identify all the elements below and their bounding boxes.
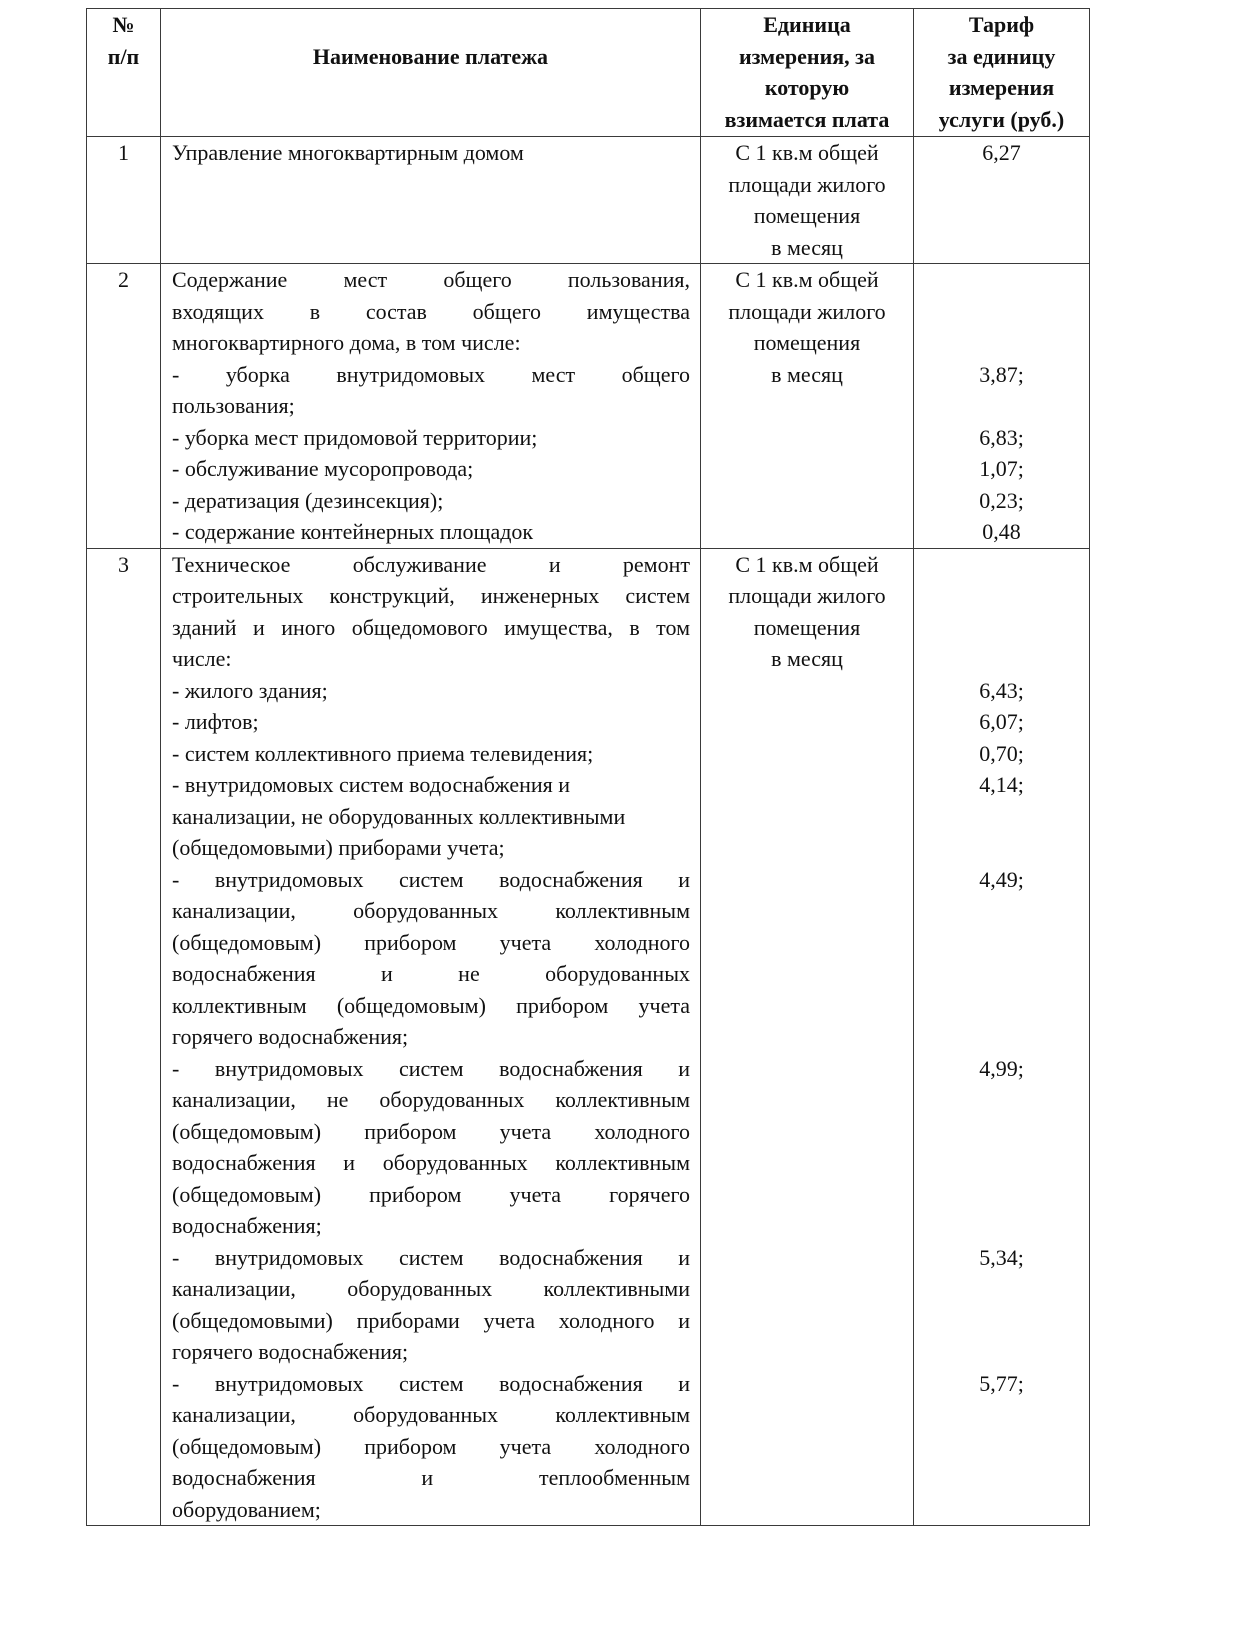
header-unit: Единица измерения, за которую взимается плата <box>701 9 914 137</box>
tariff-value: 0,48 <box>982 519 1021 544</box>
tariff-value: 5,77; <box>979 1370 1024 1396</box>
table-row <box>87 264 1090 549</box>
tariff-value: 1,07; <box>979 456 1024 481</box>
payment-name: Содержание мест общего пользования, входящих в состав общего имущества многоквартирного дома, в том числе: - уборка внутридомовых мест общего пользования; - уборка мест придомовой территории; - обслуживание мусоропровода; - дератизация (дезинсекция); - содержание контейнерных площадок <box>161 264 701 549</box>
header-number: № п/п <box>87 9 161 137</box>
row-number: 2 <box>87 264 161 549</box>
tariff-value: 4,49; <box>979 866 1024 892</box>
tariff-value: 0,70; <box>979 740 1024 766</box>
payment-name: Техническое обслуживание и ремонт строительных конструкций, инженерных систем зданий и иного общедомового имущества, в том числе: - жилого здания; - лифтов; - систем коллективного приема телевидения; - внутридомовых систем водоснабжения и канализации, не оборудованных коллективными (общедомовыми) приборами учета; - внутридомовых систем водоснабжения и канализации, оборудованных коллективным (общедомовым) прибором учета холодного водоснабжения и не оборудованных коллективным (общедомовым) прибором учета горячего водоснабжения; - внутридомовых систем водоснабжения и канализации, не оборудованных коллективным (общедомовым) прибором учета холодного водоснабжения и оборудованных коллективным (общедомовым) прибором учета горячего водоснабжения; - внутридомовых систем водоснабжения и канализации, оборудованных коллективными (общедомовыми) приборами учета холодного и горячего водоснабжения; - внутридомовых систем водоснабжения и канализации, оборудованных коллективным (общедомовым) прибором учета холодного водоснабжения и теплообменным оборудованием; <box>161 548 701 1526</box>
row-number: 1 <box>87 137 161 264</box>
tariff-values <box>914 548 1090 1526</box>
payment-name: Управление многоквартирным домом <box>161 137 701 264</box>
tariff-value: 3,87; <box>979 361 1024 387</box>
tariff-value: 6,43; <box>979 677 1024 703</box>
table-header-row <box>87 9 1090 137</box>
payment-unit: С 1 кв.м общей площади жилого помещения в месяц <box>701 137 914 264</box>
tariff-values <box>914 264 1090 549</box>
tariff-value: 4,99; <box>979 1055 1024 1081</box>
tariff-value: 5,34; <box>979 1244 1024 1270</box>
table-row <box>87 548 1090 1526</box>
header-tariff: Тариф за единицу измерения услуги (руб.) <box>914 9 1090 137</box>
header-payment-name: Наименование платежа <box>161 9 701 137</box>
tariff-value: 4,14; <box>979 772 1024 797</box>
table-row <box>87 137 1090 264</box>
payment-unit: С 1 кв.м общей площади жилого помещения в месяц <box>701 264 914 549</box>
row-number: 3 <box>87 548 161 1526</box>
payment-unit: С 1 кв.м общей площади жилого помещения в месяц <box>701 548 914 1526</box>
tariff-value: 6,83; <box>979 424 1024 450</box>
tariff-value: 6,27 <box>914 137 1090 264</box>
tariff-table <box>86 8 1090 1526</box>
tariff-value: 6,07; <box>979 709 1024 734</box>
tariff-value: 0,23; <box>979 487 1024 513</box>
